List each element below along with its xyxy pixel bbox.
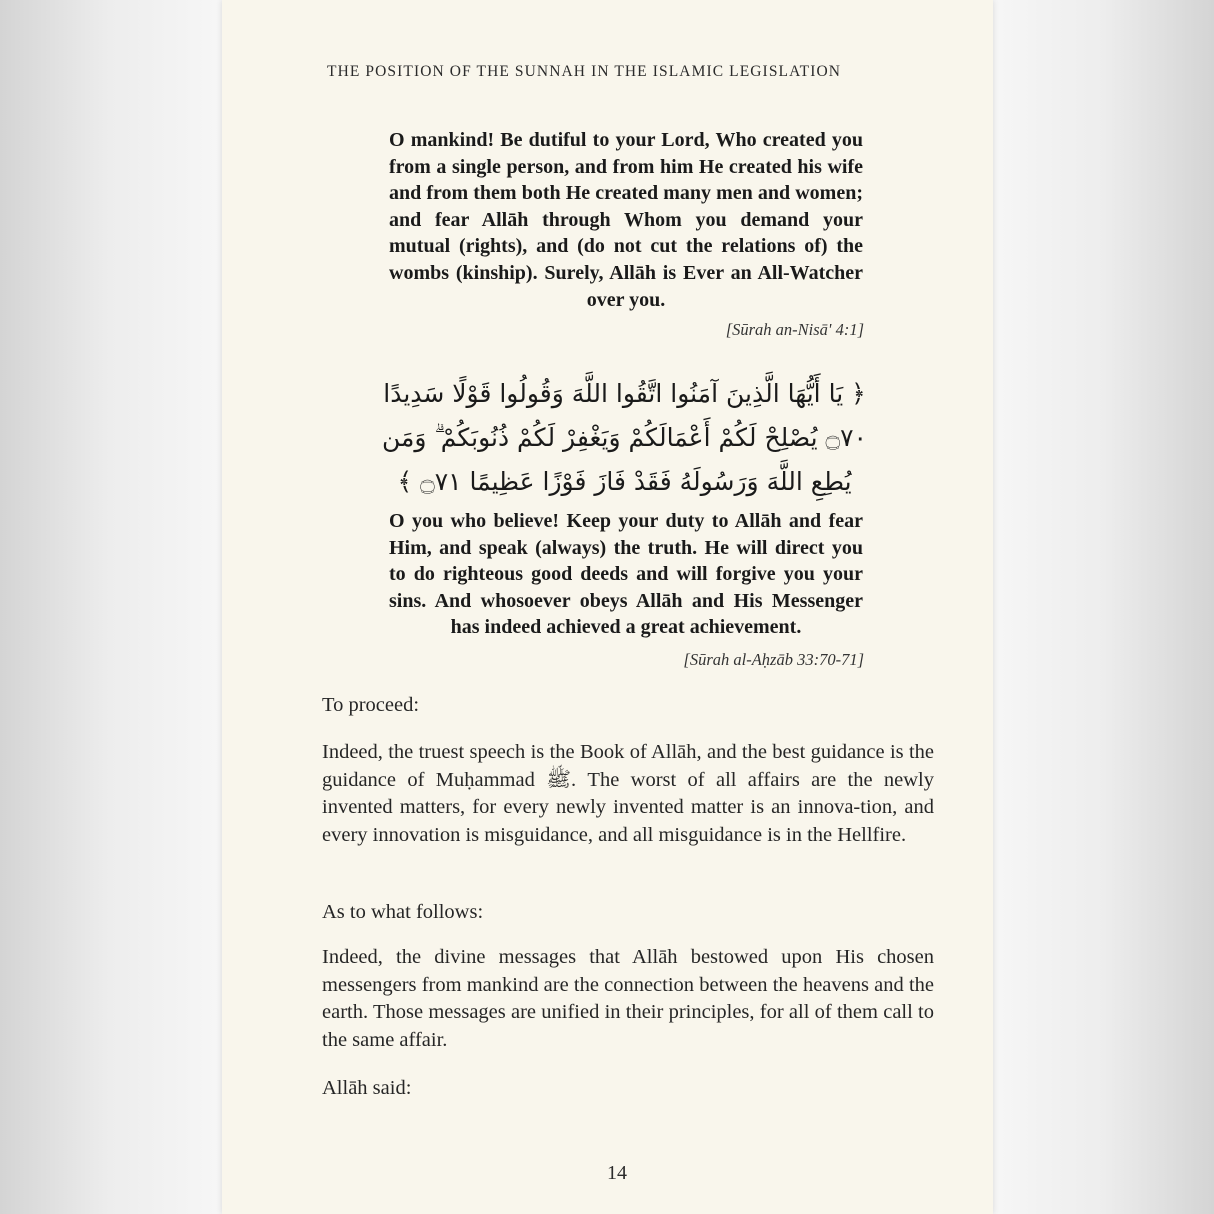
verse-citation-1: [Sūrah an-Nisā' 4:1]: [725, 320, 864, 339]
arabic-verse: ﴿ يَا أَيُّهَا الَّذِينَ آمَنُوا اتَّقُوا اللَّهَ وَقُولُوا قَوْلًا سَدِيدًا ۝٧٠ يُصْلِحْ لَكُمْ أَعْمَالَكُمْ وَيَغْفِرْ لَكُمْ ذُنُوبَكُمْ ۗ وَمَن يُطِعِ اللَّهَ وَرَسُولَهُ فَقَدْ فَازَ فَوْزًا عَظِيمًا ۝٧١ ﴾: [382, 379, 867, 496]
paragraph-as-to-what-follows: As to what follows:: [322, 901, 484, 923]
verse-translation-2: O you who believe! Keep your duty to Allāh and fear Him, and speak (always) the truth. He will direct you to do righteous good deeds and will forgive you your sins. And whosoever obeys Allāh and His Messenger has indeed achieved a great achievement.: [389, 510, 863, 639]
paragraph-allah-said: Allāh said:: [322, 1077, 412, 1099]
paragraph-to-proceed: To proceed:: [322, 694, 420, 716]
page-number: 14: [607, 1162, 627, 1184]
verse-translation-1: O mankind! Be dutiful to your Lord, Who created you from a single person, and from him He created his wife and from them both He created many men and women; and fear Allāh through Whom you demand your mutual (rights), and (do not cut the relations of) the wombs (kinship). Surely, Allāh is Ever an All-Watcher over you.: [389, 129, 863, 311]
running-head: THE POSITION OF THE SUNNAH IN THE ISLAMIC LEGISLATION: [327, 63, 842, 80]
book-page: [222, 0, 993, 1214]
verse-citation-2: [Sūrah al-Aḥzāb 33:70-71]: [683, 650, 864, 669]
paragraph-truest-speech: Indeed, the truest speech is the Book of Allāh, and the best guidance is the guidance of Muḥammad ﷺ. The worst of all affairs are the newly invented matters, for every newly invented matter is an innova-tion, and every innovation is misguidance, and all misguidance is in the Hellfire.: [322, 741, 935, 846]
paragraph-divine-messages: Indeed, the divine messages that Allāh bestowed upon His chosen messengers from mankind are the connection between the heavens and the earth. Those messages are unified in their principles, for all of them call to the same affair.: [322, 946, 934, 1051]
